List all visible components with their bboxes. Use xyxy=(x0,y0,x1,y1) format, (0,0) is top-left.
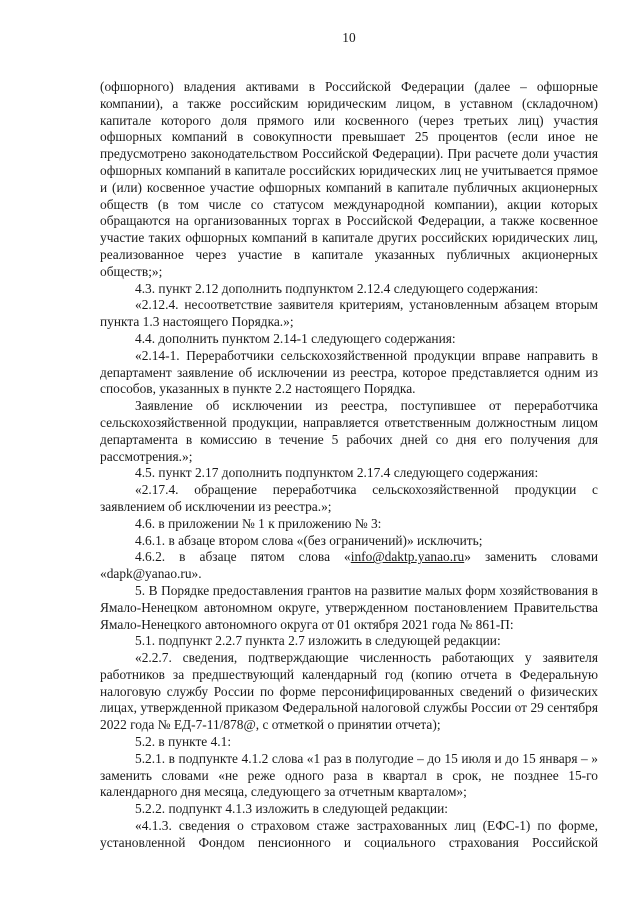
paragraph-5: 5. В Порядке предоставления грантов на развитие малых форм хозяйствования в Ямало-Ненецком автономном округе, утвержденном постановлением Правительства Ямало-Ненецкого автономного округа от 01 октября 2021 года № 861-П: xyxy=(100,582,598,632)
email-link[interactable]: info@daktp.yanao.ru xyxy=(350,549,465,565)
paragraph-2-2-7: «2.2.7. сведения, подтверждающие численность работающих у заявителя работников за предшествующий календарный год (копию отчета в Федеральную налоговую службу России по форме персонифицированных сведений о физических лицах, утвержденной приказом Федеральной налоговой службы России от 29 сентября 2022 года № ЕД-7-11/878@, с отметкой о принятии отчета); xyxy=(100,650,598,733)
paragraph-4-6-2-before: 4.6.2. в абзаце пятом слова « xyxy=(135,549,351,565)
paragraph-5-2-1: 5.2.1. в подпункте 4.1.2 слова «1 раз в полугодие – до 15 июля и до 15 января – » заменить словами «не реже одного раза в квартал в срок, не позднее 15-го календарного дня месяца, следующего за отчетным кварталом»; xyxy=(100,750,598,800)
paragraph-2-14-1: «2.14-1. Переработчики сельскохозяйственной продукции вправе направить в департамент заявление об исключении из реестра, которое представляется одним из способов, указанных в пункте 2.2 настоящего Порядка. xyxy=(100,347,598,397)
paragraph-exclusion-application: Заявление об исключении из реестра, поступившее от переработчика сельскохозяйственной продукции, направляется ответственным должностным лицом департамента в комиссию в течение 5 рабочих дней со дня его получения для рассмотрения.»; xyxy=(100,398,598,464)
paragraph-2-12-4: «2.12.4. несоответствие заявителя критериям, установленным абзацем вторым пункта 1.3 настоящего Порядка.»; xyxy=(100,297,598,330)
paragraph-5-2: 5.2. в пункте 4.1: xyxy=(135,734,232,750)
document-page xyxy=(100,0,598,905)
page-number: 10 xyxy=(342,30,356,45)
paragraph-offshore-continuation: (офшорного) владения активами в Российской Федерации (далее – офшорные компании), а также российским юридическим лицом, в уставном (складочном) капитале которого доля прямого или косвенного (через третьих лиц) участия офшорных компаний в совокупности превышает 25 процентов (если иное не предусмотрено законодательством Российской Федерации). При расчете доли участия офшорных компаний в капитале российских юридических лиц не учитывается прямое и (или) косвенное участие офшорных компаний в капитале публичных акционерных обществ (в том числе со статусом международной компании), акции которых обращаются на организованных торгах в Российской Федерации, а также косвенное участие таких офшорных компаний в капитале других российских юридических лиц, реализованное через участие в капитале указанных публичных акционерных обществ;»; xyxy=(100,79,598,279)
paragraph-4-3: 4.3. пункт 2.12 дополнить подпунктом 2.12.4 следующего содержания: xyxy=(135,280,539,296)
paragraph-4-6-1: 4.6.1. в абзаце втором слова «(без ограничений)» исключить; xyxy=(135,532,483,548)
paragraph-4-6: 4.6. в приложении № 1 к приложению № 3: xyxy=(135,515,382,531)
paragraph-4-5: 4.5. пункт 2.17 дополнить подпунктом 2.17.4 следующего содержания: xyxy=(135,465,539,481)
paragraph-4-6-2-after: » заменить словами «dapk@yanao.ru». xyxy=(100,549,598,582)
paragraph-5-2-2: 5.2.2. подпункт 4.1.3 изложить в следующей редакции: xyxy=(135,801,448,817)
paragraph-2-17-4: «2.17.4. обращение переработчика сельскохозяйственной продукции с заявлением об исключении из реестра.»; xyxy=(100,482,598,514)
paragraph-4-6-2 xyxy=(100,549,598,583)
paragraph-4-4: 4.4. дополнить пунктом 2.14-1 следующего содержания: xyxy=(135,330,456,346)
paragraph-4-1-3: «4.1.3. сведения о страховом стаже застрахованных лиц (ЕФС-1) по форме, установленной Фондом пенсионного и социального страхования Российской xyxy=(100,818,598,850)
document-body xyxy=(100,79,598,852)
paragraph-5-1: 5.1. подпункт 2.2.7 пункта 2.7 изложить в следующей редакции: xyxy=(135,633,501,649)
